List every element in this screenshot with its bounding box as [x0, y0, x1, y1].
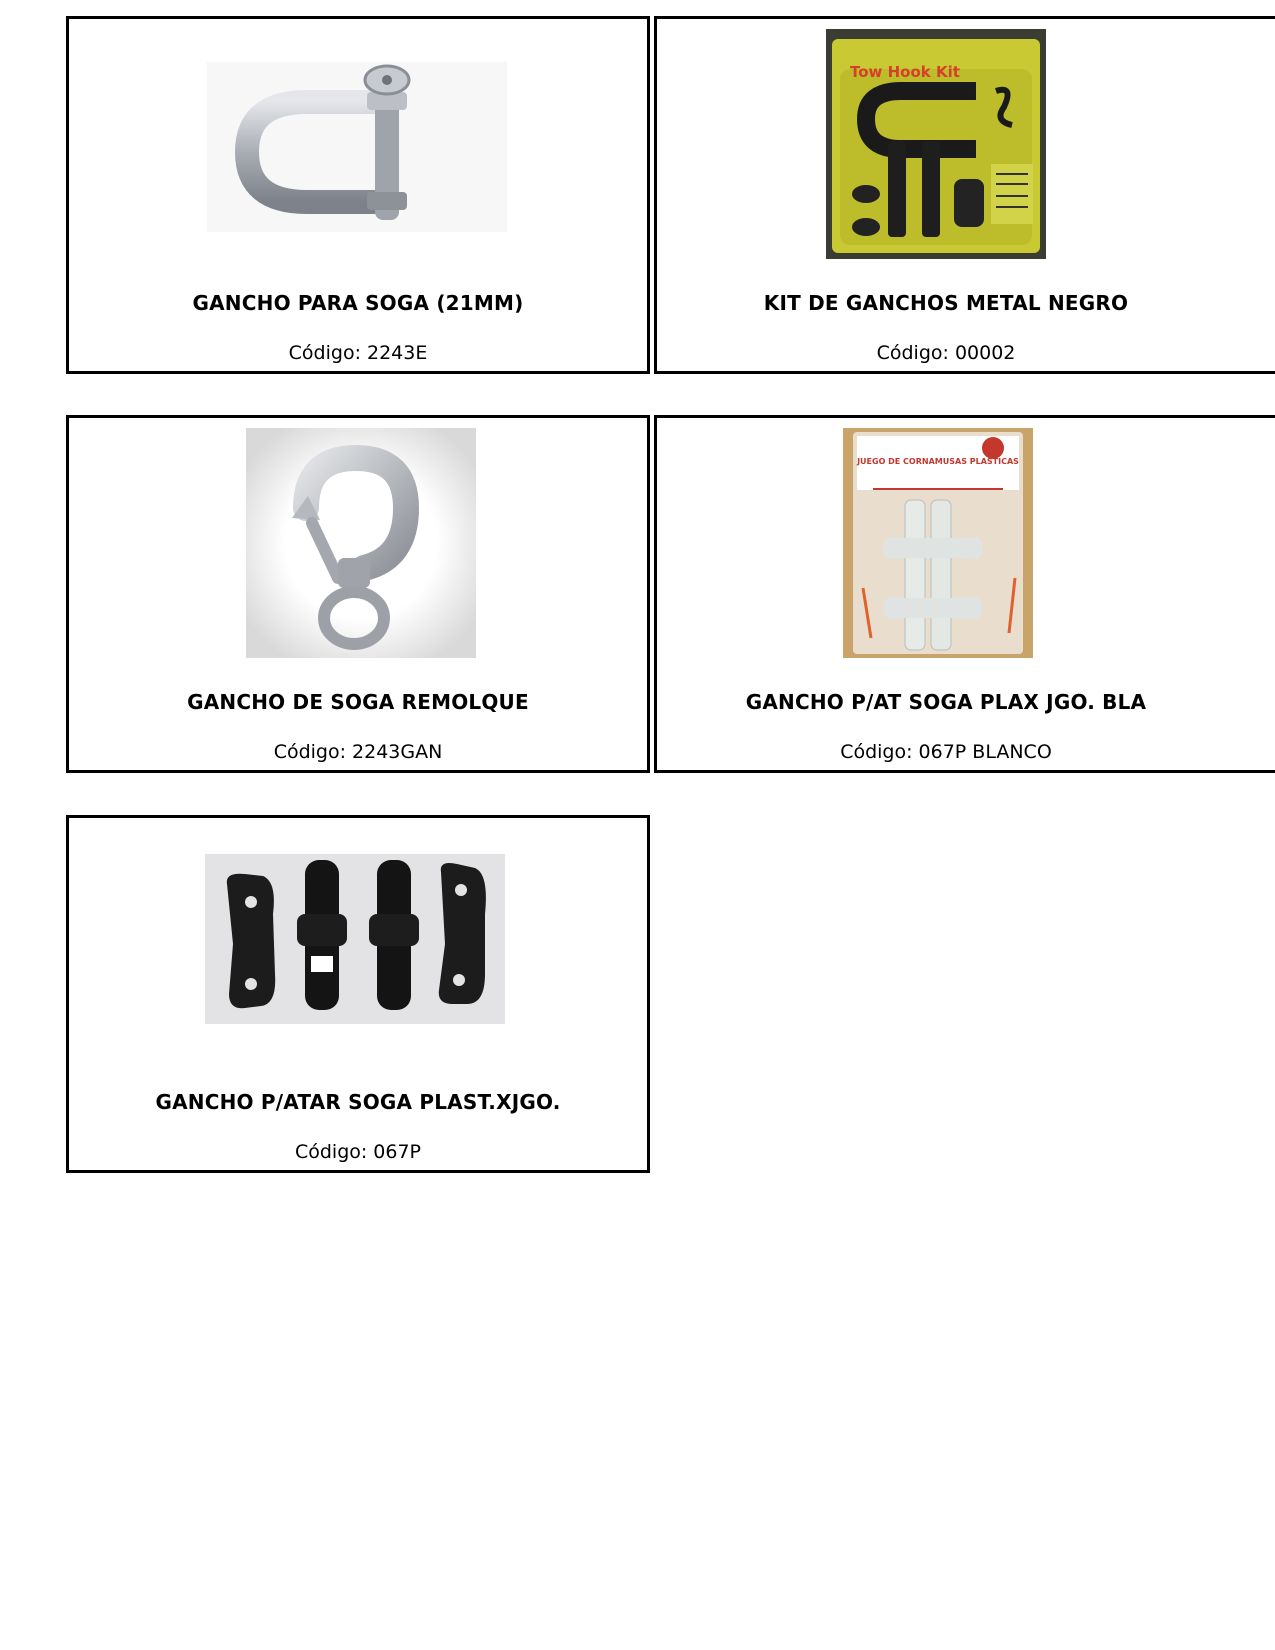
product-card: [654, 16, 1275, 374]
code-label: Código:: [294, 1141, 368, 1163]
product-code: [657, 741, 1235, 763]
tow-hook-kit-icon: [826, 29, 1046, 259]
code-label: Código:: [288, 342, 361, 364]
shackle-icon: [207, 62, 507, 232]
code-label: Código:: [876, 342, 949, 364]
product-name: KIT DE GANCHOS METAL NEGRO: [763, 291, 1129, 315]
product-image: [69, 426, 647, 664]
product-image: [657, 426, 1235, 664]
package-label-text: JUEGO DE CORNAMUSAS PLASTICAS: [857, 457, 1019, 466]
product-code: [69, 342, 647, 364]
product-name: GANCHO P/AT SOGA PLAX JGO. BLA: [745, 690, 1147, 714]
code-value: 2243E: [366, 342, 428, 364]
product-name: GANCHO P/ATAR SOGA PLAST.XJGO.: [155, 1090, 561, 1114]
code-label: Código:: [273, 741, 347, 763]
code-value: 067P: [373, 1141, 422, 1163]
product-card: [66, 16, 650, 374]
code-value: 2243GAN: [352, 741, 443, 763]
black-cleats-icon: [205, 854, 505, 1024]
product-card: [654, 415, 1275, 773]
white-cleat-pack-icon: [843, 428, 1033, 658]
product-code: [69, 1141, 647, 1163]
product-card: [66, 815, 650, 1173]
code-value: 00002: [954, 342, 1016, 364]
package-brand-text: Tow Hook Kit: [850, 63, 960, 81]
snap-hook-icon: [246, 428, 476, 658]
product-image: [657, 27, 1235, 265]
product-code: [657, 342, 1235, 364]
code-value: 067P BLANCO: [918, 741, 1052, 763]
code-label: Código:: [840, 741, 913, 763]
product-name: GANCHO PARA SOGA (21MM): [192, 291, 524, 315]
product-card: [66, 415, 650, 773]
product-code: [69, 741, 647, 763]
product-image: [69, 27, 647, 265]
product-name: GANCHO DE SOGA REMOLQUE: [187, 690, 529, 714]
product-image: [69, 826, 647, 1064]
